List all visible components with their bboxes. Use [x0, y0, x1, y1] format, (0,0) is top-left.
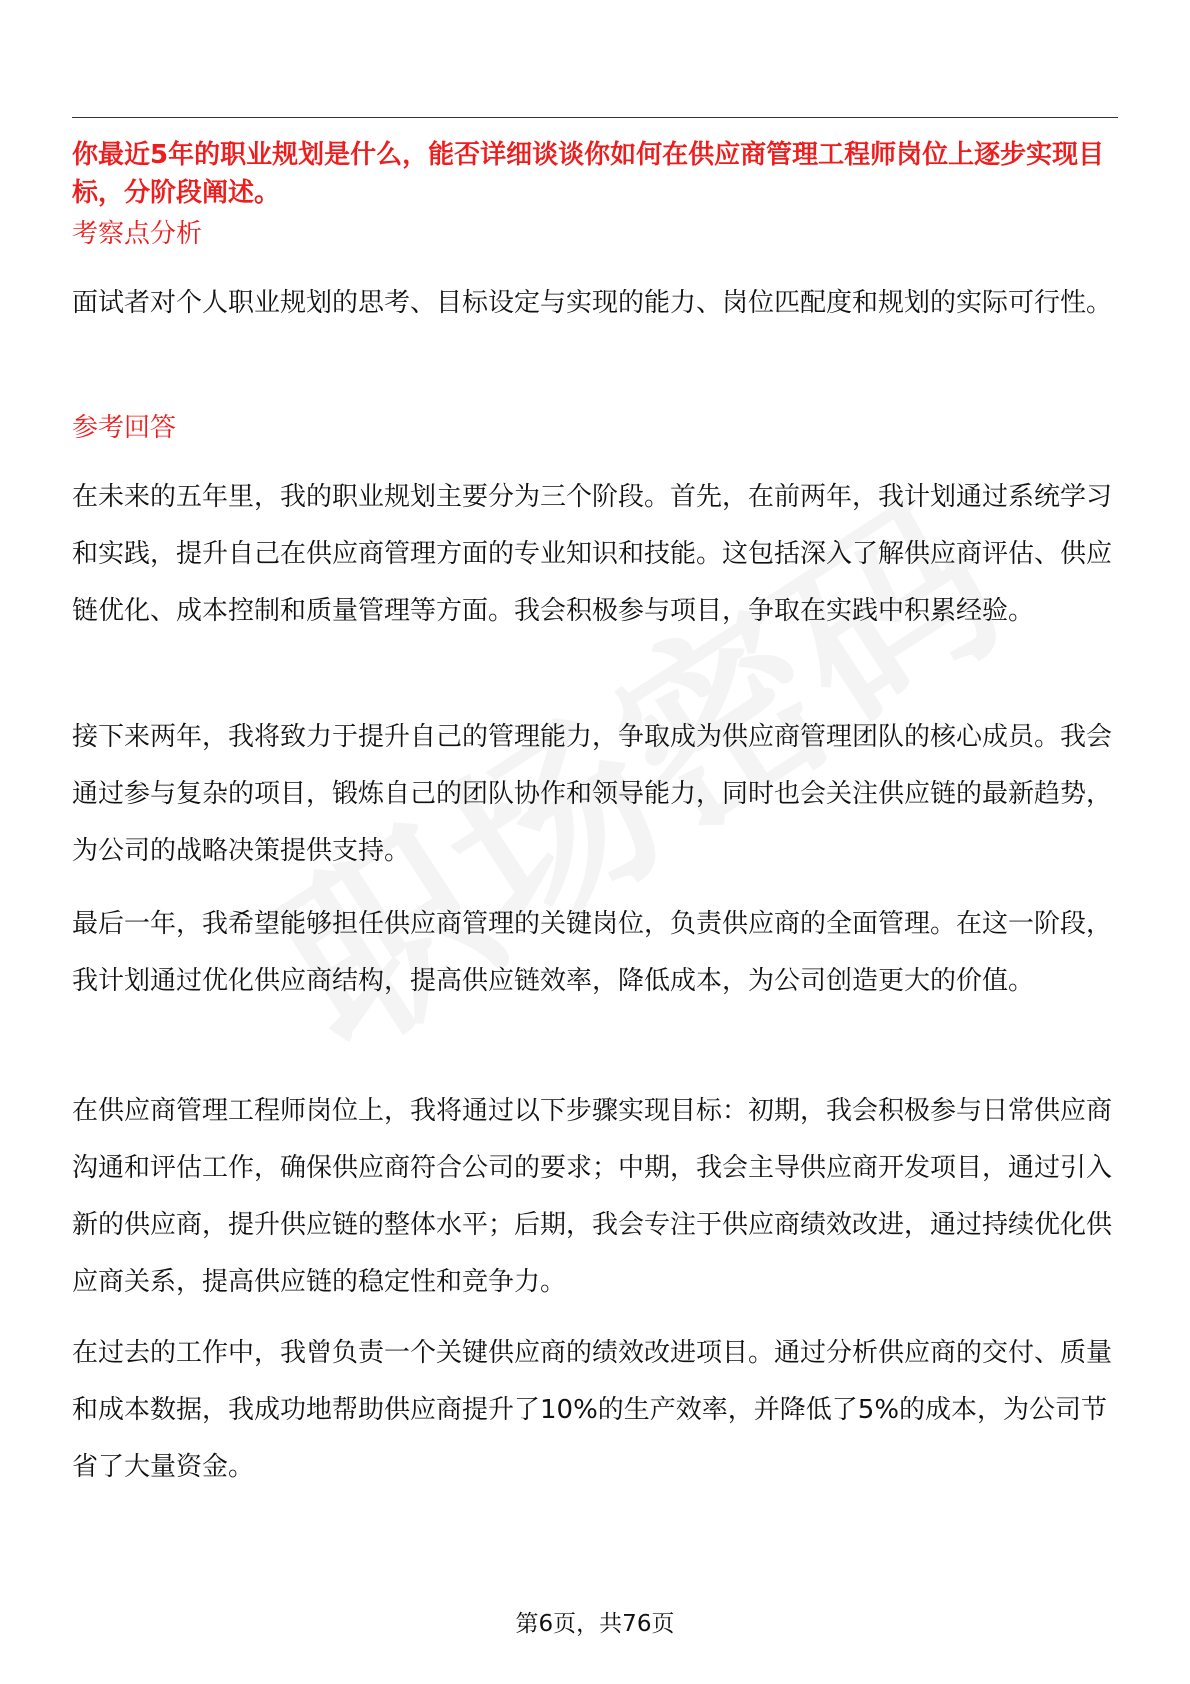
answer-heading: 参考回答 [72, 413, 177, 443]
analysis-heading: 考察点分析 [72, 219, 203, 249]
answer-paragraph-3: 最后一年，我希望能够担任供应商管理的关键岗位，负责供应商的全面管理。在这一阶段，我计划通过优化供应商结构，提高供应链效率，降低成本，为公司创造更大的价值。 [72, 909, 1113, 996]
analysis-text: 面试者对个人职业规划的思考、目标设定与实现的能力、岗位匹配度和规划的实际可行性。 [72, 288, 1113, 318]
answer-paragraph-2: 接下来两年，我将致力于提升自己的管理能力，争取成为供应商管理团队的核心成员。我会通过参与复杂的项目，锻炼自己的团队协作和领导能力，同时也会关注供应链的最新趋势，为公司的战略决策提供支持。 [72, 722, 1113, 866]
answer-paragraph-1: 在未来的五年里，我的职业规划主要分为三个阶段。首先，在前两年，我计划通过系统学习和实践，提升自己在供应商管理方面的专业知识和技能。这包括深入了解供应商评估、供应链优化、成本控制和质量管理等方面。我会积极参与项目，争取在实践中积累经验。 [72, 482, 1113, 626]
top-divider [72, 117, 1118, 118]
question-title: 你最近5年的职业规划是什么，能否详细谈谈你如何在供应商管理工程师岗位上逐步实现目标，分阶段阐述。 [72, 140, 1105, 208]
answer-paragraph-5: 在过去的工作中，我曾负责一个关键供应商的绩效改进项目。通过分析供应商的交付、质量和成本数据，我成功地帮助供应商提升了10%的生产效率，并降低了5%的成本，为公司节省了大量资金。 [72, 1338, 1113, 1482]
answer-paragraph-4: 在供应商管理工程师岗位上，我将通过以下步骤实现目标：初期，我会积极参与日常供应商沟通和评估工作，确保供应商符合公司的要求；中期，我会主导供应商开发项目，通过引入新的供应商，提升供应链的整体水平；后期，我会专注于供应商绩效改进，通过持续优化供应商关系，提高供应链的稳定性和竞争力。 [72, 1096, 1113, 1297]
page-footer: 第6页，共76页 [515, 1611, 675, 1637]
